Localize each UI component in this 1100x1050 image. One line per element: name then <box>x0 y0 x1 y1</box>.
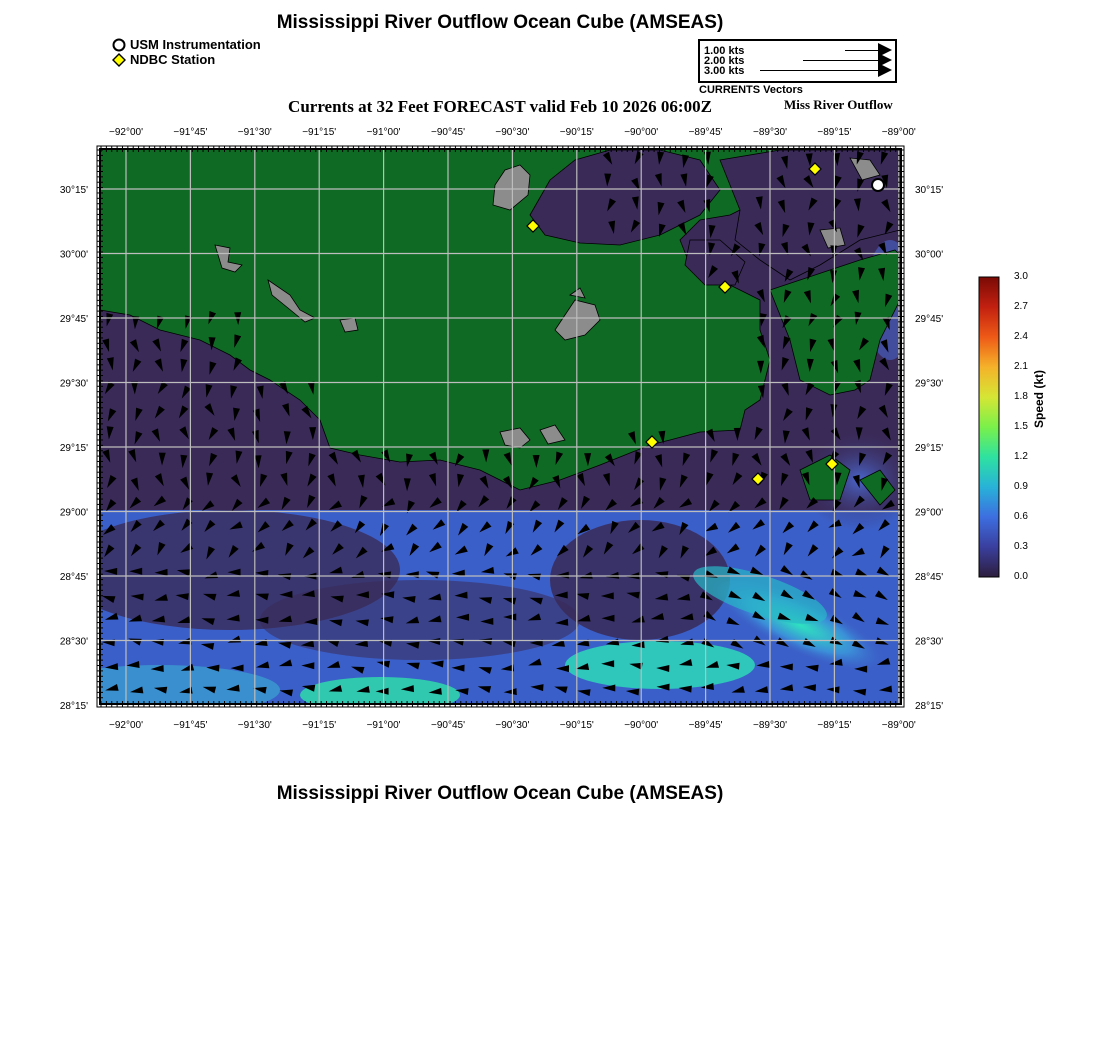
lat-label-left: 29°00' <box>59 507 88 519</box>
lat-label-right: 29°45' <box>915 314 944 325</box>
lon-label-top: −90°00' <box>624 127 659 138</box>
lon-label-top: −90°15' <box>559 127 594 138</box>
lon-label-top: −89°00' <box>881 127 916 138</box>
lat-label-left: 28°30' <box>59 636 88 648</box>
vector-key-row: 1.00 kts <box>704 45 745 57</box>
forecast-subtitle: Currents at 32 Feet FORECAST valid Feb 10 2026 06:00Z <box>288 97 712 116</box>
legend-usm-label: USM Instrumentation <box>130 37 261 52</box>
lon-label-bottom: −91°15' <box>302 720 337 731</box>
colorbar <box>978 272 1008 582</box>
lat-label-right: 29°00' <box>915 507 944 519</box>
usm-instrument <box>872 179 884 191</box>
water-fast <box>300 677 460 713</box>
lat-label-left: 28°45' <box>59 572 88 583</box>
region-label: Miss River Outflow <box>784 97 893 112</box>
colorbar-tick: 2.1 <box>1014 361 1028 372</box>
colorbar-tick: 0.3 <box>1014 541 1028 552</box>
bottom-title: Mississippi River Outflow Ocean Cube (AMSEAS) <box>276 783 724 804</box>
lon-label-bottom: −90°15' <box>559 720 594 731</box>
vector-key-row: 2.00 kts <box>704 55 745 67</box>
colorbar-tick: 1.2 <box>1014 451 1028 462</box>
lon-label-top: −91°15' <box>302 127 337 138</box>
lon-label-top: −91°45' <box>173 127 208 138</box>
colorbar-tick: 1.5 <box>1014 421 1028 432</box>
lon-label-bottom: −89°15' <box>817 720 852 731</box>
lat-label-right: 28°45' <box>915 572 944 583</box>
colorbar-tick: 1.8 <box>1014 391 1028 402</box>
lon-label-bottom: −90°30' <box>495 720 530 731</box>
colorbar-tick: 3.0 <box>1014 271 1028 282</box>
lat-label-right: 28°30' <box>915 636 944 648</box>
vector-key-caption: CURRENTS Vectors <box>699 84 803 96</box>
colorbar-tick: 2.7 <box>1014 301 1028 312</box>
water-fast <box>565 641 755 689</box>
lon-label-bottom: −89°45' <box>688 720 723 731</box>
lat-label-right: 30°15' <box>915 185 944 196</box>
lon-label-bottom: −92°00' <box>109 720 143 731</box>
lon-label-bottom: −90°00' <box>624 720 659 731</box>
lon-label-top: −89°45' <box>688 127 723 138</box>
lon-label-top: −91°30' <box>237 127 272 138</box>
lon-label-top: −92°00' <box>109 127 143 138</box>
lat-label-left: 29°45' <box>59 314 88 325</box>
map-field <box>40 149 920 715</box>
lat-label-right: 29°30' <box>915 378 944 390</box>
vector-key-row: 3.00 kts <box>704 65 745 77</box>
lon-label-bottom: −91°00' <box>366 720 401 731</box>
lat-label-left: 30°00' <box>59 249 88 261</box>
lat-label-left: 28°15' <box>59 701 88 712</box>
lon-label-bottom: −90°45' <box>431 720 465 731</box>
lat-label-left: 29°30' <box>59 378 88 390</box>
lat-label-left: 30°15' <box>59 185 88 196</box>
lat-label-right: 29°15' <box>915 443 944 454</box>
lat-label-left: 29°15' <box>59 443 88 454</box>
lon-label-bottom: −91°45' <box>173 720 208 731</box>
lon-label-top: −90°30' <box>495 127 530 138</box>
map-title: Mississippi River Outflow Ocean Cube (AMSEAS) <box>276 12 724 33</box>
lon-label-top: −91°00' <box>366 127 401 138</box>
lon-label-bottom: −89°30' <box>753 720 787 731</box>
colorbar-bar <box>979 277 999 577</box>
lon-label-top: −89°15' <box>817 127 852 138</box>
colorbar-tick: 0.0 <box>1014 571 1028 582</box>
legend-ndbc-label: NDBC Station <box>130 52 216 67</box>
lat-label-right: 28°15' <box>915 701 944 712</box>
colorbar-tick: 0.9 <box>1014 481 1028 492</box>
lon-label-bottom: −89°00' <box>881 720 916 731</box>
colorbar-tick: 2.4 <box>1014 331 1028 342</box>
lon-label-top: −89°30' <box>753 127 787 138</box>
colorbar-label: Speed (kt) <box>1032 369 1046 428</box>
lat-label-right: 30°00' <box>915 249 944 261</box>
lon-label-top: −90°45' <box>431 127 465 138</box>
lon-label-bottom: −91°30' <box>237 720 272 731</box>
colorbar-tick: 0.6 <box>1014 511 1028 522</box>
